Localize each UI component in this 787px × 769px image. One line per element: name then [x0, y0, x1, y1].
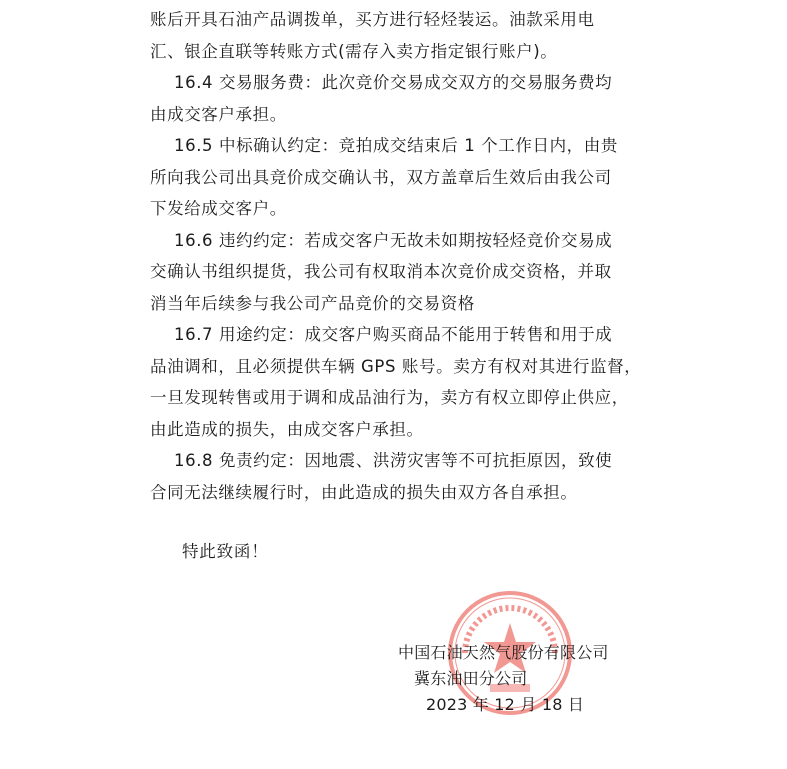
clause-16-6-heading: 16.6 违约约定：若成交客户无故未如期按轻烃竞价交易成: [174, 230, 613, 250]
signature-date: 2023 年 12 月 18 日: [426, 695, 585, 714]
clause-16-4-heading: 16.4 交易服务费：此次竞价交易成交双方的交易服务费均: [174, 73, 613, 92]
text-line: 汇、银企直联等转账方式(需存入卖方指定银行账户)。: [150, 41, 558, 61]
text-line: 账后开具石油产品调拨单，买方进行轻烃装运。油款采用电: [150, 10, 595, 29]
text-line: 交确认书组织提货，我公司有权取消本次竞价成交资格，并取: [150, 262, 612, 281]
clause-16-8-heading: 16.8 免责约定：因地震、洪涝灾害等不可抗拒原因，致使: [174, 451, 613, 470]
text-line: 合同无法继续履行时，由此造成的损失由双方各自承担。: [150, 482, 578, 502]
text-line: 所向我公司出具竞价成交确认书，双方盖章后生效后由我公司: [150, 167, 612, 187]
signature-branch: 冀东油田分公司: [414, 669, 528, 688]
closing-phrase: 特此致函！: [182, 542, 269, 561]
text-line: 由此造成的损失，由成交客户承担。: [150, 419, 424, 439]
signature-block: [398, 640, 638, 718]
clause-16-5-heading: 16.5 中标确认约定：竞拍成交结束后 1 个工作日内，由贵: [174, 136, 618, 155]
clause-16-7-heading: 16.7 用途约定：成交客户购买商品不能用于转售和用于成: [174, 325, 613, 344]
text-line: 一旦发现转售或用于调和成品油行为，卖方有权立即停止供应，: [150, 388, 629, 407]
text-line: 下发给成交客户。: [150, 199, 287, 218]
text-line: 品油调和，且必须提供车辆 GPS 账号。卖方有权对其进行监督，: [150, 356, 642, 376]
signature-company: 中国石油天然气股份有限公司: [398, 643, 609, 662]
text-line: 消当年后续参与我公司产品竞价的交易资格: [150, 293, 475, 313]
text-line: 由成交客户承担。: [150, 104, 287, 124]
document-body: [150, 4, 670, 508]
